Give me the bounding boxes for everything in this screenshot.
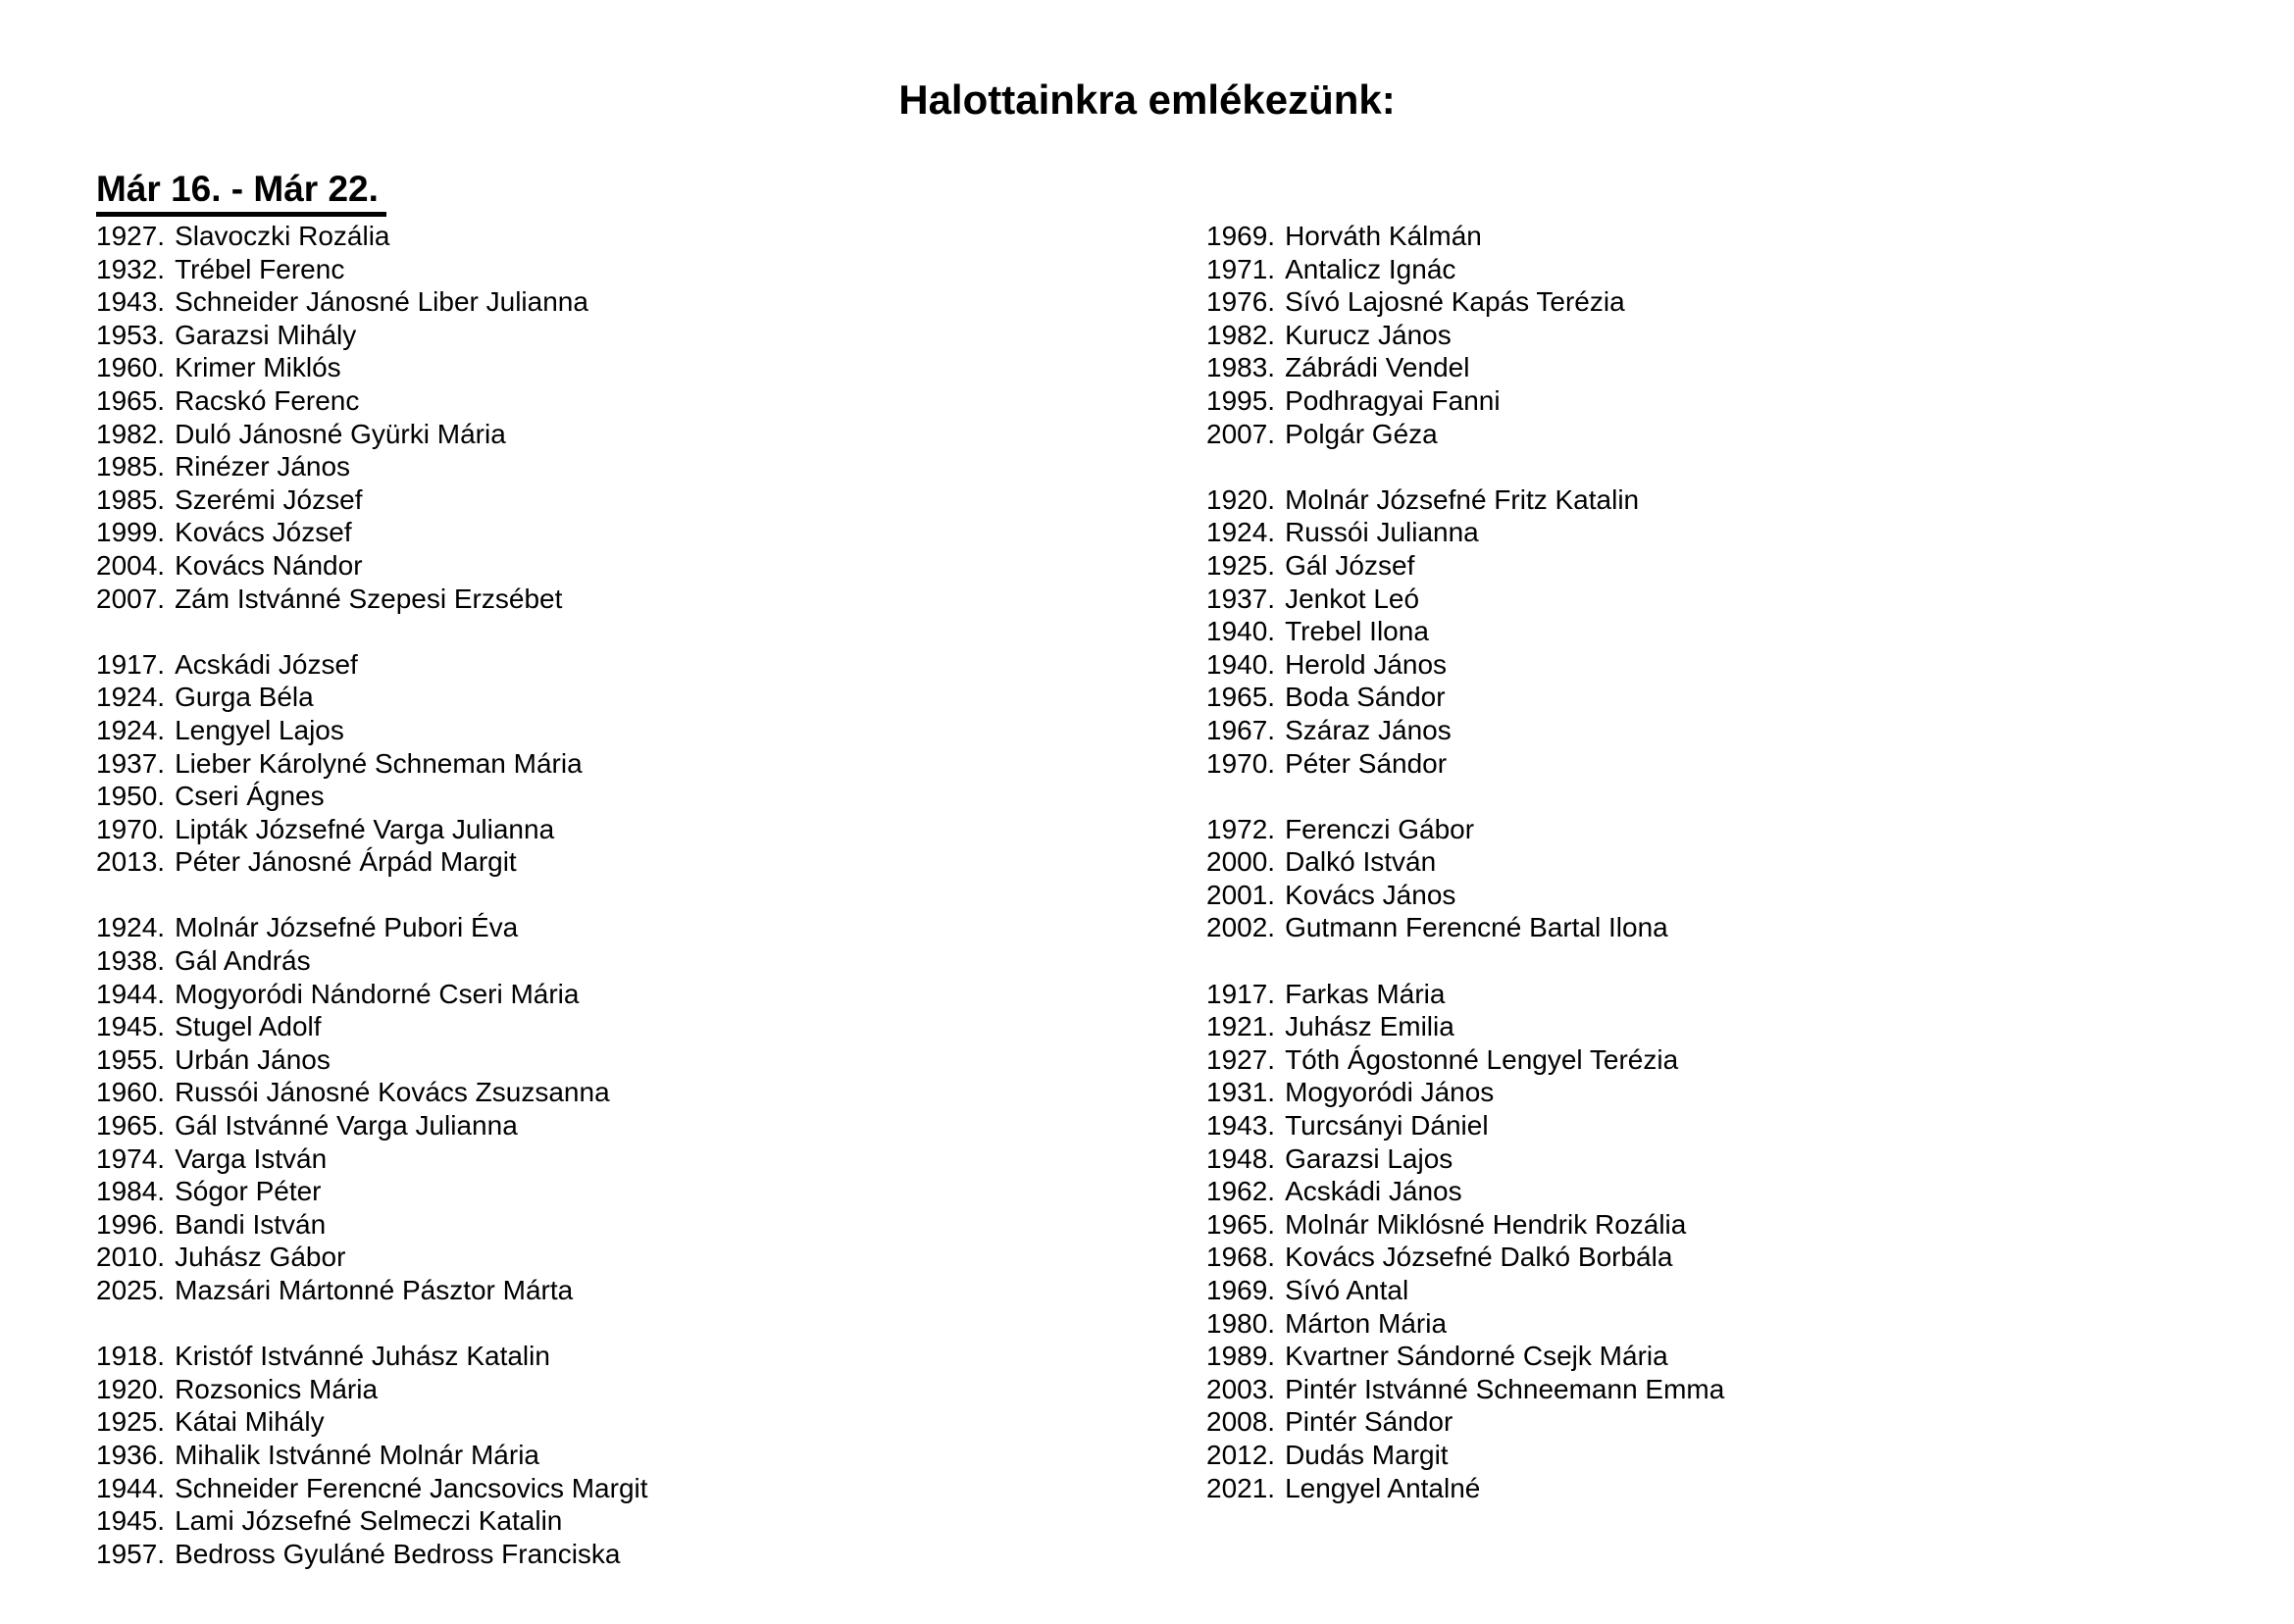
right-column <box>1206 220 1724 1504</box>
entry-name: Zábrádi Vendel <box>1285 352 1470 383</box>
entry-year: 1938. <box>96 945 166 977</box>
memorial-entry <box>1206 1241 1724 1274</box>
entry-name: Duló Jánosné Gyürki Mária <box>175 418 506 449</box>
entry-year: 1924. <box>1206 517 1276 548</box>
memorial-entry <box>96 483 648 517</box>
memorial-entry <box>1206 813 1724 846</box>
entry-name: Turcsányi Dániel <box>1285 1110 1489 1142</box>
entry-name: Kovács Nándor <box>175 549 363 581</box>
entry-year: 1960. <box>96 1077 166 1108</box>
memorial-entry <box>96 285 648 319</box>
entry-year: 1957. <box>96 1538 166 1569</box>
memorial-entry <box>96 549 648 583</box>
memorial-entry <box>1206 1175 1724 1208</box>
entry-group <box>96 220 648 615</box>
entry-name: Sógor Péter <box>175 1176 322 1207</box>
entry-name: Lami Józsefné Selmeczi Katalin <box>175 1505 563 1537</box>
memorial-entry <box>96 944 648 978</box>
entry-name: Russói Jánosné Kovács Zsuzsanna <box>175 1077 610 1108</box>
memorial-entry <box>96 845 648 879</box>
entry-year: 1989. <box>1206 1341 1276 1372</box>
memorial-entry <box>96 351 648 384</box>
entry-year: 2021. <box>1206 1472 1276 1503</box>
entry-year: 1974. <box>96 1142 166 1174</box>
memorial-entry <box>1206 911 1724 944</box>
memorial-entry <box>1206 549 1724 583</box>
entry-group <box>96 648 648 879</box>
entry-year: 1917. <box>1206 978 1276 1009</box>
memorial-entry <box>96 1504 648 1538</box>
entry-year: 2001. <box>1206 879 1276 910</box>
entry-year: 1920. <box>96 1373 166 1404</box>
entry-year: 1965. <box>1206 682 1276 713</box>
entry-name: Dalkó István <box>1285 846 1437 878</box>
memorial-entry <box>1206 879 1724 912</box>
entry-year: 1967. <box>1206 714 1276 745</box>
entry-name: Pintér Sándor <box>1285 1406 1453 1438</box>
memorial-entry <box>1206 1043 1724 1077</box>
entry-group <box>96 1340 648 1570</box>
entry-year: 2010. <box>96 1242 166 1273</box>
entry-year: 1921. <box>1206 1011 1276 1042</box>
entry-name: Gál András <box>175 945 311 977</box>
memorial-entry <box>1206 351 1724 384</box>
memorial-entry <box>1206 747 1724 781</box>
entry-name: Lipták Józsefné Varga Julianna <box>175 813 555 844</box>
entry-name: Juhász Emilia <box>1285 1011 1454 1042</box>
entry-year: 1943. <box>1206 1110 1276 1142</box>
entry-year: 2007. <box>96 583 166 614</box>
entry-year: 1937. <box>1206 583 1276 614</box>
entry-year: 1927. <box>96 221 166 251</box>
entry-name: Sívó Lajosné Kapás Terézia <box>1285 286 1625 318</box>
entry-year: 1969. <box>1206 1275 1276 1305</box>
entry-name: Bandi István <box>175 1208 327 1240</box>
memorial-entry <box>1206 1142 1724 1176</box>
memorial-entry <box>96 1043 648 1077</box>
memorial-entry <box>96 648 648 682</box>
memorial-entry <box>96 1274 648 1307</box>
entry-name: Slavoczki Rozália <box>175 221 390 251</box>
memorial-entry <box>96 1076 648 1109</box>
entry-name: Antalicz Ignác <box>1285 253 1456 284</box>
entry-name: Mogyoródi Nándorné Cseri Mária <box>175 978 580 1009</box>
memorial-entry <box>96 319 648 352</box>
entry-year: 1953. <box>96 319 166 350</box>
memorial-entry <box>1206 978 1724 1011</box>
memorial-entry <box>1206 483 1724 517</box>
entry-name: Trébel Ferenc <box>175 253 345 284</box>
entry-year: 1925. <box>96 1406 166 1438</box>
memorial-entry <box>1206 384 1724 418</box>
memorial-entry <box>1206 220 1724 253</box>
memorial-entry <box>1206 253 1724 286</box>
entry-name: Boda Sándor <box>1285 682 1446 713</box>
entry-year: 2002. <box>1206 912 1276 943</box>
memorial-entry <box>96 1373 648 1406</box>
entry-name: Schneider Ferencné Jancsovics Margit <box>175 1472 648 1503</box>
memorial-entry <box>1206 648 1724 682</box>
memorial-entry <box>1206 319 1724 352</box>
memorial-entry <box>1206 1109 1724 1142</box>
memorial-entry <box>1206 1208 1724 1242</box>
entry-name: Pintér Istvánné Schneemann Emma <box>1285 1373 1725 1404</box>
entry-name: Zám Istvánné Szepesi Erzsébet <box>175 583 563 614</box>
entry-year: 1982. <box>1206 319 1276 350</box>
entry-year: 1968. <box>1206 1242 1276 1273</box>
entry-year: 1972. <box>1206 813 1276 844</box>
entry-name: Dudás Margit <box>1285 1439 1449 1470</box>
entry-year: 2012. <box>1206 1439 1276 1470</box>
entry-year: 1983. <box>1206 352 1276 383</box>
memorial-entry <box>96 418 648 451</box>
memorial-entry <box>96 450 648 483</box>
entry-name: Krimer Miklós <box>175 352 341 383</box>
entry-name: Trebel Ilona <box>1285 616 1429 647</box>
memorial-entry <box>96 911 648 944</box>
entry-name: Kátai Mihály <box>175 1406 325 1438</box>
entry-year: 1985. <box>96 451 166 482</box>
entry-name: Farkas Mária <box>1285 978 1446 1009</box>
entry-name: Acskádi József <box>175 648 358 680</box>
entry-name: Horváth Kálmán <box>1285 221 1482 251</box>
entry-name: Márton Mária <box>1285 1307 1448 1339</box>
entry-year: 1945. <box>96 1505 166 1537</box>
entry-year: 1999. <box>96 517 166 548</box>
memorial-entry <box>96 384 648 418</box>
entry-year: 1995. <box>1206 384 1276 416</box>
entry-year: 1927. <box>1206 1043 1276 1075</box>
entry-year: 1920. <box>1206 483 1276 515</box>
entry-name: Herold János <box>1285 648 1448 680</box>
entry-year: 1950. <box>96 781 166 812</box>
entry-name: Kovács József <box>175 517 352 548</box>
entry-year: 1985. <box>96 483 166 515</box>
entry-year: 2025. <box>96 1275 166 1305</box>
entry-year: 1924. <box>96 714 166 745</box>
entry-year: 1936. <box>96 1439 166 1470</box>
entry-name: Gutmann Ferencné Bartal Ilona <box>1285 912 1668 943</box>
entry-year: 1944. <box>96 1472 166 1503</box>
memorial-entry <box>1206 418 1724 451</box>
entry-name: Mazsári Mártonné Pásztor Márta <box>175 1275 574 1305</box>
memorial-entry <box>1206 1307 1724 1341</box>
entry-year: 1931. <box>1206 1077 1276 1108</box>
memorial-entry <box>1206 1373 1724 1406</box>
entry-name: Ferenczi Gábor <box>1285 813 1475 844</box>
memorial-entry <box>96 1439 648 1472</box>
entry-name: Lieber Károlyné Schneman Mária <box>175 747 583 779</box>
entry-group <box>1206 813 1724 944</box>
memorial-entry <box>96 1109 648 1142</box>
memorial-entry <box>1206 285 1724 319</box>
memorial-entry <box>1206 615 1724 648</box>
entry-name: Mihalik Istvánné Molnár Mária <box>175 1439 539 1470</box>
entry-year: 2008. <box>1206 1406 1276 1438</box>
entry-name: Gurga Béla <box>175 682 314 713</box>
entry-year: 2003. <box>1206 1373 1276 1404</box>
entry-year: 1960. <box>96 352 166 383</box>
entry-year: 1965. <box>1206 1208 1276 1240</box>
entry-name: Garazsi Lajos <box>1285 1142 1453 1174</box>
entry-year: 2004. <box>96 549 166 581</box>
entry-year: 1937. <box>96 747 166 779</box>
entry-name: Gál Istvánné Varga Julianna <box>175 1110 518 1142</box>
entry-name: Polgár Géza <box>1285 418 1438 449</box>
entry-year: 1980. <box>1206 1307 1276 1339</box>
entry-name: Varga István <box>175 1142 328 1174</box>
memorial-entry <box>96 978 648 1011</box>
entry-year: 1917. <box>96 648 166 680</box>
entry-name: Sívó Antal <box>1285 1275 1409 1305</box>
entry-year: 1924. <box>96 912 166 943</box>
entry-name: Racskó Ferenc <box>175 384 360 416</box>
entry-year: 1970. <box>96 813 166 844</box>
entry-name: Jenkot Leó <box>1285 583 1420 614</box>
entry-name: Péter Jánosné Árpád Margit <box>175 846 517 878</box>
entry-year: 1965. <box>96 384 166 416</box>
entry-name: Szerémi József <box>175 483 363 515</box>
memorial-entry <box>96 1208 648 1242</box>
memorial-entry <box>1206 845 1724 879</box>
entry-group <box>96 911 648 1306</box>
memorial-entry <box>1206 583 1724 616</box>
entry-name: Schneider Jánosné Liber Julianna <box>175 286 588 318</box>
entry-name: Urbán János <box>175 1043 331 1075</box>
memorial-entry <box>1206 1439 1724 1472</box>
entry-year: 1962. <box>1206 1176 1276 1207</box>
memorial-entry <box>96 583 648 616</box>
entry-year: 1971. <box>1206 253 1276 284</box>
memorial-entry <box>96 1340 648 1373</box>
memorial-entry <box>96 1538 648 1571</box>
entry-year: 1940. <box>1206 616 1276 647</box>
entry-name: Kovács János <box>1285 879 1456 910</box>
entry-name: Molnár Miklósné Hendrik Rozália <box>1285 1208 1687 1240</box>
page-title: Halottainkra emlékezünk: <box>898 76 1396 123</box>
entry-name: Száraz János <box>1285 714 1452 745</box>
entry-year: 1969. <box>1206 221 1276 251</box>
entry-name: Kovács Józsefné Dalkó Borbála <box>1285 1242 1673 1273</box>
memorial-entry <box>96 681 648 714</box>
entry-year: 1924. <box>96 682 166 713</box>
entry-year: 1996. <box>96 1208 166 1240</box>
entry-year: 1982. <box>96 418 166 449</box>
entry-year: 1940. <box>1206 648 1276 680</box>
memorial-entry <box>96 516 648 549</box>
entry-year: 2000. <box>1206 846 1276 878</box>
entry-name: Gál József <box>1285 549 1415 581</box>
entry-year: 2007. <box>1206 418 1276 449</box>
memorial-entry <box>1206 1472 1724 1505</box>
entry-name: Molnár Józsefné Pubori Éva <box>175 912 519 943</box>
memorial-entry <box>96 1142 648 1176</box>
memorial-entry <box>96 1175 648 1208</box>
date-range-heading: Már 16. - Már 22. <box>96 169 386 217</box>
memorial-entry <box>1206 1274 1724 1307</box>
entry-name: Acskádi János <box>1285 1176 1462 1207</box>
memorial-entry <box>96 1405 648 1439</box>
memorial-entry <box>96 714 648 747</box>
memorial-entry <box>96 220 648 253</box>
entry-name: Mogyoródi János <box>1285 1077 1495 1108</box>
memorial-entry <box>96 780 648 813</box>
left-column <box>96 220 648 1570</box>
memorial-entry <box>1206 1010 1724 1043</box>
entry-name: Russói Julianna <box>1285 517 1479 548</box>
entry-name: Bedross Gyuláné Bedross Franciska <box>175 1538 621 1569</box>
entry-name: Kvartner Sándorné Csejk Mária <box>1285 1341 1668 1372</box>
entry-year: 1945. <box>96 1011 166 1042</box>
entry-name: Podhragyai Fanni <box>1285 384 1501 416</box>
memorial-entry <box>1206 1076 1724 1109</box>
entry-name: Garazsi Mihály <box>175 319 357 350</box>
memorial-entry <box>96 1010 648 1043</box>
memorial-entry <box>1206 1405 1724 1439</box>
entry-year: 1918. <box>96 1341 166 1372</box>
entry-year: 1965. <box>96 1110 166 1142</box>
memorial-entry <box>96 1472 648 1505</box>
entry-year: 1932. <box>96 253 166 284</box>
memorial-entry <box>1206 1340 1724 1373</box>
entry-name: Kristóf Istvánné Juhász Katalin <box>175 1341 550 1372</box>
entry-name: Tóth Ágostonné Lengyel Terézia <box>1285 1043 1679 1075</box>
entry-group <box>1206 978 1724 1505</box>
memorial-entry <box>1206 516 1724 549</box>
memorial-entry <box>96 1241 648 1274</box>
entry-name: Péter Sándor <box>1285 747 1448 779</box>
memorial-entry <box>1206 714 1724 747</box>
memorial-entry <box>96 813 648 846</box>
entry-name: Lengyel Lajos <box>175 714 344 745</box>
entry-year: 1948. <box>1206 1142 1276 1174</box>
entry-year: 1955. <box>96 1043 166 1075</box>
entry-year: 1944. <box>96 978 166 1009</box>
entry-name: Lengyel Antalné <box>1285 1472 1481 1503</box>
entry-year: 1984. <box>96 1176 166 1207</box>
entry-year: 1943. <box>96 286 166 318</box>
entry-group <box>1206 483 1724 780</box>
entry-name: Rozsonics Mária <box>175 1373 379 1404</box>
entry-year: 1976. <box>1206 286 1276 318</box>
entry-year: 1970. <box>1206 747 1276 779</box>
entry-name: Cseri Ágnes <box>175 781 325 812</box>
entry-name: Kurucz János <box>1285 319 1452 350</box>
entry-name: Molnár Józsefné Fritz Katalin <box>1285 483 1640 515</box>
entry-name: Stugel Adolf <box>175 1011 322 1042</box>
entry-group <box>1206 220 1724 450</box>
memorial-entry <box>1206 681 1724 714</box>
entry-year: 2013. <box>96 846 166 878</box>
entry-name: Juhász Gábor <box>175 1242 346 1273</box>
memorial-entry <box>96 747 648 781</box>
memorial-entry <box>96 253 648 286</box>
entry-year: 1925. <box>1206 549 1276 581</box>
entry-name: Rinézer János <box>175 451 351 482</box>
